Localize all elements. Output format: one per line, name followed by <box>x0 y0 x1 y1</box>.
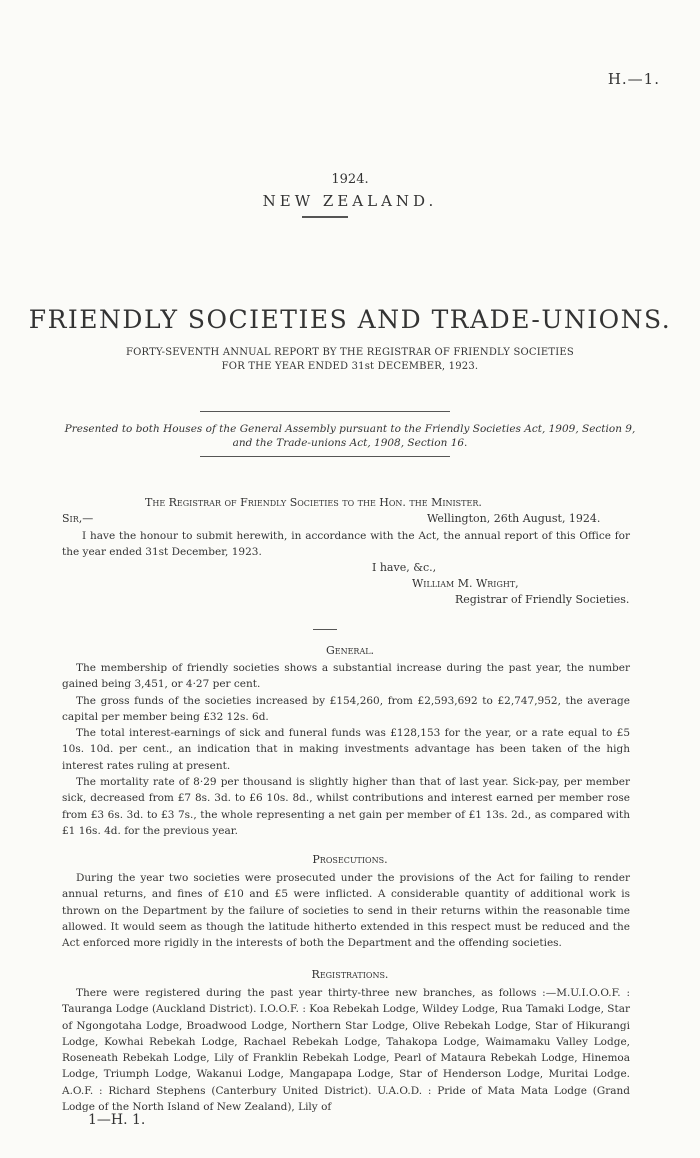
letter-salutation: Sir,— <box>62 512 94 525</box>
letter-heading: The Registrar of Friendly Societies to the Hon. the Minister. <box>145 496 482 509</box>
country-heading: NEW ZEALAND. <box>262 192 438 210</box>
section-divider <box>313 629 337 630</box>
letter-role: Registrar of Friendly Societies. <box>455 593 630 606</box>
footer-code: 1—H. 1. <box>88 1112 146 1128</box>
letter-body: I have the honour to submit herewith, in accordance with the Act, the annual report of this Office for the year ended 31st December, 1923. <box>62 530 630 559</box>
year: 1924. <box>331 172 369 187</box>
general-heading: General. <box>325 644 375 657</box>
presented-line-2: and the Trade-unions Act, 1908, Section 16. <box>232 437 468 449</box>
general-paragraph: The mortality rate of 8·29 per thousand is slightly higher than that of last year. Sick-pay, per member sick, decreased from £7 8s. 3d. to £6 10s. 8d., whilst contributions and interest earned per member rose from £3 6s. 3d. to £3 7s., the whole representing a net gain per member of £1 13s. 2d., as compared with £1 16s. 4d. for the previous year. <box>62 776 630 837</box>
letter-body-block <box>62 528 630 561</box>
registrations-section <box>62 985 630 1115</box>
prosecutions-section <box>62 870 630 951</box>
document-title: FRIENDLY SOCIETIES AND TRADE-UNIONS. <box>28 305 672 334</box>
divider-top <box>200 411 450 412</box>
general-paragraph: The gross funds of the societies increased by £154,260, from £2,593,692 to £2,747,952, the average capital per member being £32 12s. 6d. <box>62 694 630 723</box>
prosecutions-heading: Prosecutions. <box>312 853 388 866</box>
subtitle-line-1: FORTY-SEVENTH ANNUAL REPORT BY THE REGISTRAR OF FRIENDLY SOCIETIES <box>126 347 574 358</box>
divider-bottom <box>200 456 450 457</box>
registrations-paragraph: There were registered during the past year thirty-three new branches, as follows :—M.U.I.O.O.F. : Tauranga Lodge (Auckland District). I.O.O.F. : Koa Rebekah Lodge, Wildey Lodge, Rua Tamaki Lodge, Star of Ngongotaha Lodge, Broadwood Lodge, Northern Star Lodge, Olive Rebekah Lodge, Star of Hikurangi Lodge, Kowhai Rebekah Lodge, Rachael Rebekah Lodge, Tahakopa Lodge, Waimamaku Valley Lodge, Roseneath Rebekah Lodge, Lily of Franklin Rebekah Lodge, Pearl of Mataura Rebekah Lodge, Hinemoa Lodge, Triumph Lodge, Wakanui Lodge, Mangapapa Lodge, Star of Henderson Lodge, Muritai Lodge. A.O.F. : Richard Stephens (Canterbury United District). U.A.O.D. : Pride of Mata Mata Lodge (Grand Lodge of the North Island of New Zealand), Lily of <box>62 987 630 1114</box>
presented-line-1: Presented to both Houses of the General Assembly pursuant to the Friendly Societies Act, 1909, Section 9, <box>64 423 636 435</box>
country-underline <box>302 216 348 218</box>
general-section <box>62 660 630 839</box>
general-paragraph: The total interest-earnings of sick and funeral funds was £128,153 for the year, or a rate equal to £5 10s. 10d. per cent., an indication that in making investments advantage has been taken of the high interest rates ruling at present. <box>62 727 630 772</box>
letter-signatory: William M. Wright, <box>412 577 519 590</box>
letter-place-date: Wellington, 26th August, 1924. <box>427 512 601 525</box>
letter-closing: I have, &c., <box>372 561 437 574</box>
subtitle-line-2: FOR THE YEAR ENDED 31st DECEMBER, 1923. <box>221 361 479 372</box>
prosecutions-paragraph: During the year two societies were prosecuted under the provisions of the Act for failing to render annual returns, and fines of £10 and £5 were inflicted. A considerable quantity of additional work is thrown on the Department by the failure of societies to send in their returns within the reasonable time allowed. It would seem as though the latitude hitherto extended in this respect must be reduced and the Act enforced more rigidly in the interests of both the Department and the offending societies. <box>62 872 630 950</box>
registrations-heading: Registrations. <box>311 968 389 981</box>
page-code: H.—1. <box>607 70 660 88</box>
general-paragraph: The membership of friendly societies shows a substantial increase during the past year, the number gained being 3,451, or 4·27 per cent. <box>62 662 630 691</box>
